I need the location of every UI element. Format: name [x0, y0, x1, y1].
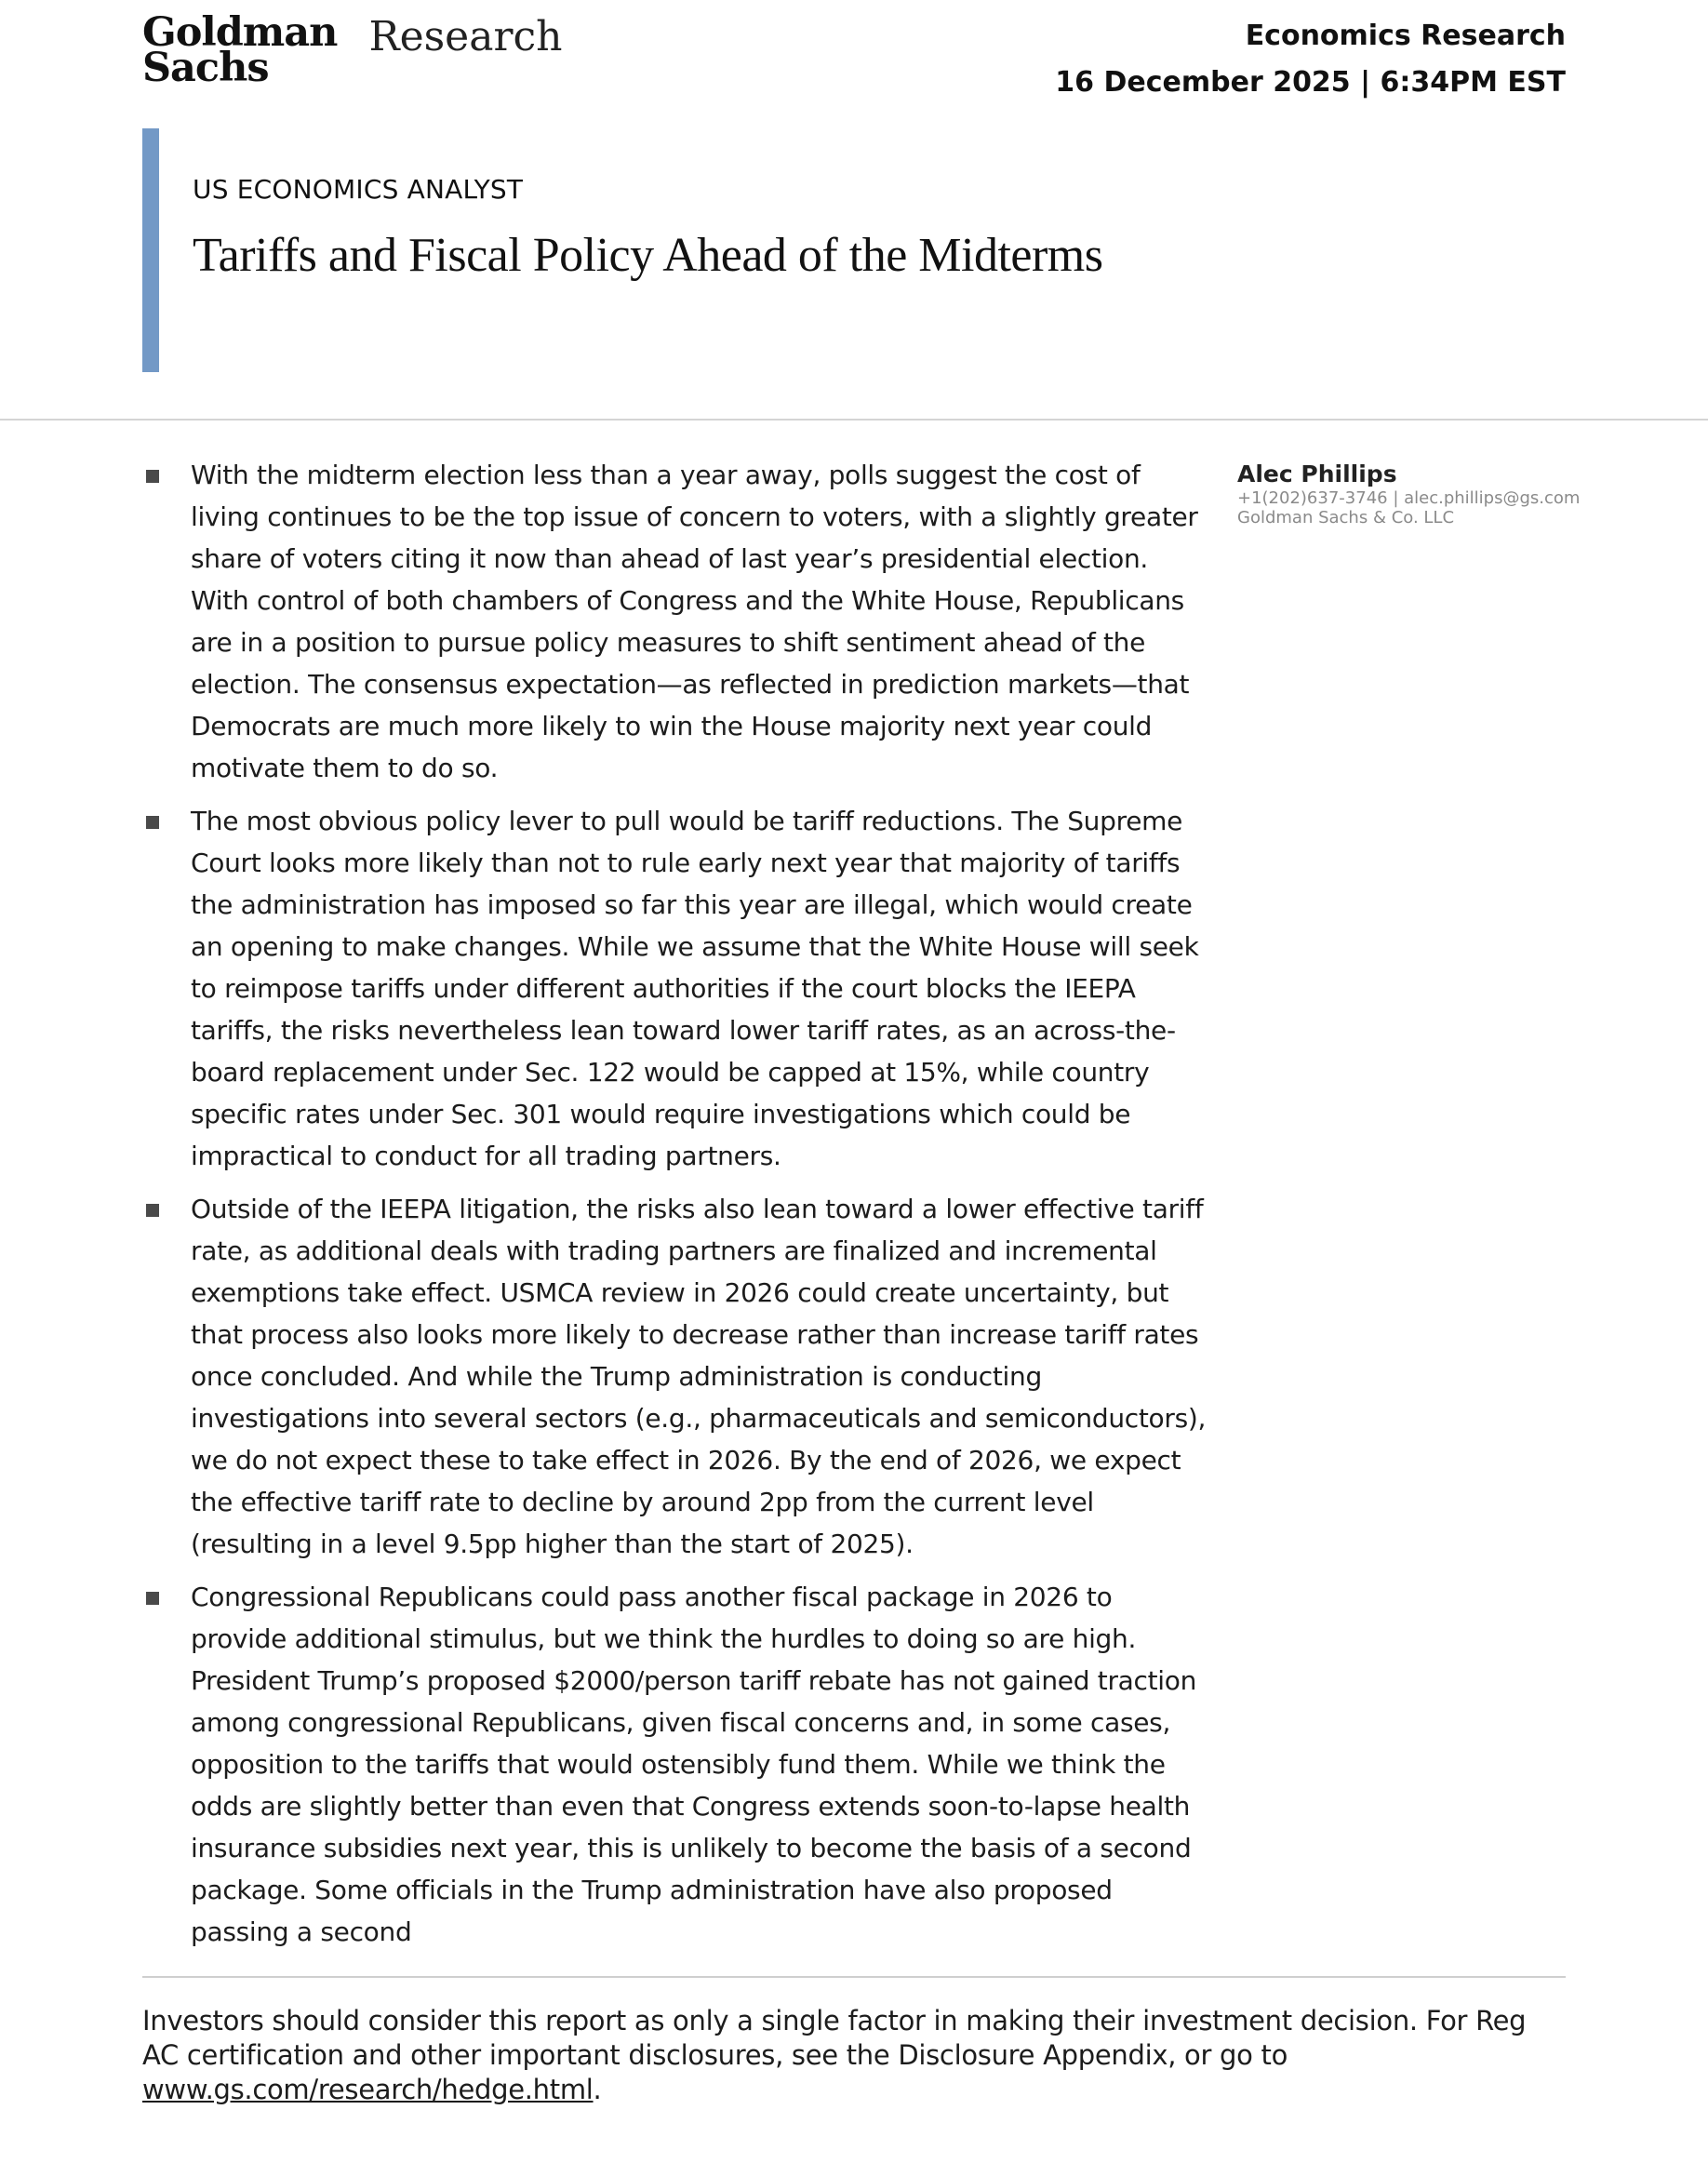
footer-divider	[142, 1976, 1566, 1978]
bullet-text: The most obvious policy lever to pull would be tariff reductions. The Supreme Court looks more likely than not to rule early next year that majority of tariffs the administration has imposed so far this year are illegal, which would create an opening to make changes. While we assume that the White House will seek to reimpose tariffs under different authorities if the court blocks the IEEPA tariffs, the risks nevertheless lean toward lower tariff rates, as an across-the-board replacement under Sec. 122 would be capped at 15%, while country specific rates under Sec. 301 would require investigations which could be impractical to conduct for all trading partners.	[191, 806, 1199, 1171]
report-title: Tariffs and Fiscal Policy Ahead of the Midterms	[193, 229, 1103, 282]
disclosure-link[interactable]: www.gs.com/research/hedge.html	[142, 2074, 594, 2105]
bullet-text: Congressional Republicans could pass another fiscal package in 2026 to provide additional stimulus, but we think the hurdles to doing so are high. President Trump’s proposed $2000/person tariff rebate has not gained traction among congressional Republicans, given fiscal concerns and, in some cases, opposition to the tariffs that would ostensibly fund them. While we think the odds are slightly better than even that Congress extends soon-to-lapse health insurance subsidies next year, this is unlikely to become the basis of a second package. Some officials in the Trump administration have also proposed passing a second	[191, 1582, 1197, 1947]
summary-bullets	[142, 454, 1212, 1964]
logo-line-goldman: Goldman	[142, 9, 338, 56]
logo-research-label: Research	[368, 13, 563, 60]
series-label: US ECONOMICS ANALYST	[193, 174, 524, 205]
disclaimer	[142, 2004, 1566, 2107]
square-bullet-icon	[146, 1204, 159, 1217]
report-date-time: 16 December 2025 | 6:34PM EST	[1055, 66, 1566, 99]
header-divider	[0, 419, 1708, 421]
square-bullet-icon	[146, 816, 159, 829]
goldman-sachs-research-logo	[142, 9, 563, 91]
summary-bullet	[142, 1576, 1212, 1953]
square-bullet-icon	[146, 470, 159, 483]
title-accent-bar	[142, 128, 159, 372]
summary-bullet	[142, 454, 1212, 789]
report-meta	[1055, 13, 1566, 106]
author-contact[interactable]: +1(202)637-3746 | alec.phillips@gs.com	[1237, 488, 1581, 508]
bullet-text: Outside of the IEEPA litigation, the risks also lean toward a lower effective tariff rate, as additional deals with trading partners are finalized and incremental exemptions take effect. USMCA review in 2026 could create uncertainty, but that process also looks more likely to decrease rather than increase tariff rates once concluded. And while the Trump administration is conducting investigations into several sectors (e.g., pharmaceuticals and semiconductors), we do not expect these to take effect in 2026. By the end of 2026, we expect the effective tariff rate to decline by around 2pp from the current level (resulting in a level 9.5pp higher than the start of 2025).	[191, 1194, 1207, 1559]
disclaimer-text: Investors should consider this report as only a single factor in making their investment decision. For Reg AC certification and other important disclosures, see the Disclosure Appendix, or go to	[142, 2005, 1527, 2071]
summary-bullet	[142, 1188, 1212, 1565]
summary-bullet	[142, 800, 1212, 1177]
logo-line-sachs: Sachs	[142, 45, 269, 91]
author-firm: Goldman Sachs & Co. LLC	[1237, 508, 1455, 527]
goldman-sachs-wordmark	[142, 9, 338, 91]
square-bullet-icon	[146, 1592, 159, 1605]
author-block	[1237, 461, 1581, 527]
author-name: Alec Phillips	[1237, 461, 1397, 487]
disclaimer-period: .	[593, 2074, 602, 2105]
department-label: Economics Research	[1245, 20, 1566, 52]
bullet-text: With the midterm election less than a year away, polls suggest the cost of living continues to be the top issue of concern to voters, with a slightly greater share of voters citing it now than ahead of last year’s presidential election. With control of both chambers of Congress and the White House, Republicans are in a position to pursue policy measures to shift sentiment ahead of the election. The consensus expectation—as reflected in prediction markets—that Democrats are much more likely to win the House majority next year could motivate them to do so.	[191, 460, 1198, 783]
